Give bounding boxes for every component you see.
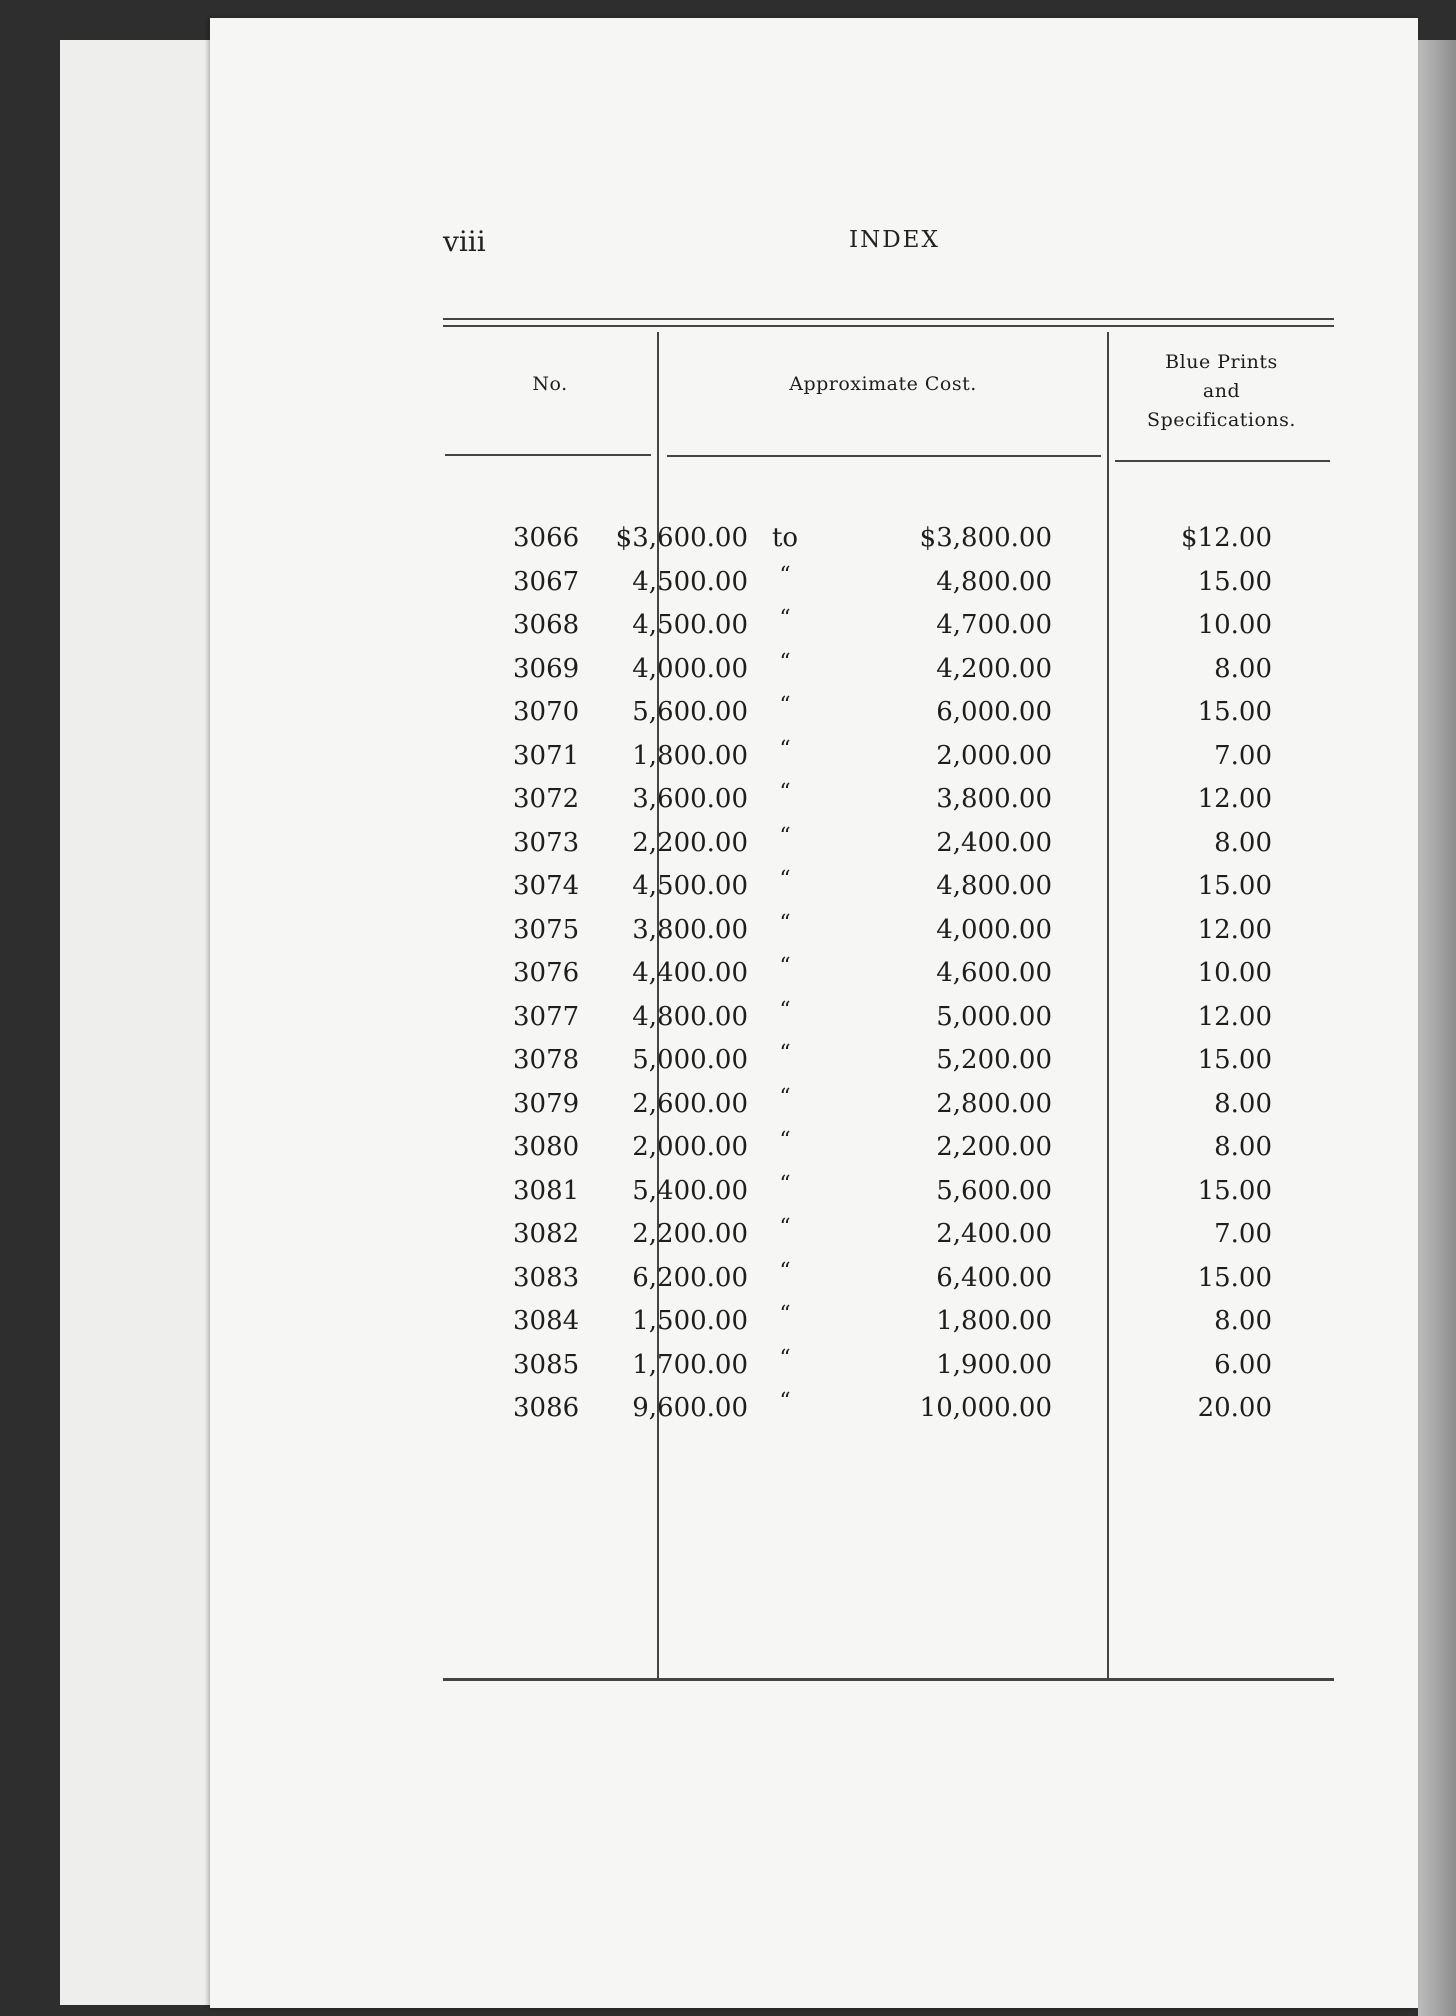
plan-number: 3071	[513, 740, 580, 771]
plan-number: 3080	[513, 1132, 580, 1162]
blue-prints-price: 12.00	[1197, 784, 1272, 814]
cost-to: 6,400.00	[936, 1262, 1052, 1293]
blue-prints-price: 8.00	[1214, 1088, 1272, 1119]
cost-from: 4,500.00	[632, 566, 748, 597]
table-row	[443, 736, 1334, 785]
cost-separator: “	[779, 1171, 791, 1197]
cost-to: 1,900.00	[936, 1349, 1052, 1380]
cost-from: 5,000.00	[632, 1045, 748, 1075]
table-row	[443, 1345, 1334, 1394]
table-row	[443, 693, 1334, 741]
plan-number: 3073	[513, 827, 580, 858]
cost-from: 4,000.00	[632, 653, 748, 684]
cost-from: 3,800.00	[632, 914, 748, 945]
cost-separator: “	[779, 1302, 791, 1327]
cost-separator: “	[779, 867, 791, 892]
header-line: Specifications.	[1147, 409, 1296, 431]
blue-prints-price: 12.00	[1197, 1001, 1272, 1032]
header-rule	[1115, 460, 1330, 462]
cost-separator: “	[779, 910, 791, 936]
cost-separator: “	[779, 997, 791, 1023]
table-row	[443, 1215, 1334, 1263]
cost-separator: “	[779, 1084, 791, 1110]
table-row	[443, 523, 1334, 567]
cost-to: 4,200.00	[936, 653, 1052, 684]
cost-from: $3,600.00	[615, 523, 748, 553]
column-header-no: No.	[532, 373, 568, 395]
table-row	[443, 1389, 1334, 1437]
blue-prints-price: 8.00	[1214, 653, 1272, 684]
plan-number: 3083	[513, 1262, 580, 1293]
table-row	[443, 780, 1334, 828]
blue-prints-price: 20.00	[1197, 1393, 1272, 1423]
plan-number: 3085	[513, 1349, 580, 1380]
page-edge-shadow	[1418, 40, 1456, 2016]
header-rule	[445, 454, 651, 456]
cost-to: 2,200.00	[936, 1132, 1052, 1162]
blue-prints-price: $12.00	[1181, 523, 1272, 553]
cost-to: 2,800.00	[936, 1088, 1052, 1119]
plan-number: 3069	[513, 653, 580, 684]
cost-to: 4,000.00	[936, 914, 1052, 945]
cost-to: 1,800.00	[936, 1306, 1052, 1336]
table-row	[443, 954, 1334, 1002]
index-table	[443, 318, 1334, 1684]
cost-to: 10,000.00	[919, 1393, 1052, 1423]
cost-from: 5,600.00	[632, 697, 748, 727]
table-top-rule	[443, 318, 1334, 320]
table-row	[443, 649, 1334, 698]
cost-from: 4,500.00	[632, 871, 748, 901]
plan-number: 3068	[513, 610, 580, 640]
header-rule	[667, 455, 1101, 457]
table-top-rule-double	[443, 325, 1334, 327]
plan-number: 3076	[513, 958, 580, 988]
blue-prints-price: 15.00	[1197, 871, 1272, 901]
header-line: and	[1202, 380, 1241, 402]
table-row	[443, 867, 1334, 915]
running-head	[443, 225, 943, 259]
plan-number: 3082	[513, 1219, 580, 1249]
plan-number: 3084	[513, 1306, 580, 1336]
table-bottom-rule	[443, 1678, 1334, 1681]
table-row	[443, 562, 1334, 611]
table-body	[443, 523, 1334, 1437]
cost-to: 3,800.00	[936, 784, 1052, 814]
blue-prints-price: 15.00	[1197, 1175, 1272, 1206]
cost-separator: “	[779, 780, 791, 805]
page-number: viii	[443, 225, 486, 258]
cost-to: 2,400.00	[936, 827, 1052, 858]
plan-number: 3086	[513, 1393, 580, 1423]
column-header-cost: Approximate Cost.	[789, 373, 977, 395]
cost-from: 6,200.00	[632, 1262, 748, 1293]
cost-to: 4,700.00	[936, 610, 1052, 640]
table-row	[443, 823, 1334, 872]
plan-number: 3067	[513, 566, 580, 597]
cost-from: 2,200.00	[632, 1219, 748, 1249]
cost-separator: “	[779, 1215, 791, 1240]
cost-to: 4,600.00	[936, 958, 1052, 988]
cost-to: 2,400.00	[936, 1219, 1052, 1249]
blue-prints-price: 10.00	[1197, 958, 1272, 988]
cost-to: 2,000.00	[936, 740, 1052, 771]
cost-separator: “	[779, 736, 791, 762]
table-row	[443, 1084, 1334, 1133]
cost-from: 3,600.00	[632, 784, 748, 814]
blue-prints-price: 6.00	[1214, 1349, 1272, 1380]
table-row	[443, 1258, 1334, 1307]
cost-from: 5,400.00	[632, 1175, 748, 1206]
cost-separator: “	[779, 1128, 791, 1153]
plan-number: 3074	[513, 871, 580, 901]
blue-prints-price: 8.00	[1214, 827, 1272, 858]
cost-from: 9,600.00	[632, 1393, 748, 1423]
cost-from: 2,600.00	[632, 1088, 748, 1119]
cost-to: 5,200.00	[936, 1045, 1052, 1075]
plan-number: 3077	[513, 1001, 580, 1032]
cost-separator: “	[779, 954, 791, 979]
cost-separator: to	[771, 523, 799, 553]
blue-prints-price: 7.00	[1214, 740, 1272, 771]
cost-from: 4,800.00	[632, 1001, 748, 1032]
table-row	[443, 1041, 1334, 1089]
cost-from: 1,800.00	[632, 740, 748, 771]
table-row	[443, 910, 1334, 959]
plan-number: 3081	[513, 1175, 580, 1206]
plan-number: 3072	[513, 784, 580, 814]
blue-prints-price: 15.00	[1197, 1262, 1272, 1293]
cost-separator: “	[779, 823, 791, 849]
header-line: Blue Prints	[1165, 351, 1278, 373]
plan-number: 3078	[513, 1045, 580, 1075]
cost-separator: “	[779, 1041, 791, 1066]
blue-prints-price: 15.00	[1197, 566, 1272, 597]
cost-from: 2,200.00	[632, 827, 748, 858]
page-title: INDEX	[849, 227, 940, 253]
blue-prints-price: 12.00	[1197, 914, 1272, 945]
blue-prints-price: 10.00	[1197, 610, 1272, 640]
cost-from: 1,500.00	[632, 1306, 748, 1336]
cost-separator: “	[779, 562, 791, 588]
table-row	[443, 1302, 1334, 1350]
cost-from: 1,700.00	[632, 1349, 748, 1380]
blue-prints-price: 8.00	[1214, 1132, 1272, 1162]
plan-number: 3070	[513, 697, 580, 727]
blue-prints-price: 15.00	[1197, 697, 1272, 727]
cost-separator: “	[779, 1345, 791, 1371]
cost-to: 5,000.00	[936, 1001, 1052, 1032]
cost-to: 4,800.00	[936, 871, 1052, 901]
cost-separator: “	[779, 649, 791, 675]
cost-from: 4,400.00	[632, 958, 748, 988]
blue-prints-price: 8.00	[1214, 1306, 1272, 1336]
table-row	[443, 1171, 1334, 1220]
cost-from: 4,500.00	[632, 610, 748, 640]
plan-number: 3066	[513, 523, 580, 553]
cost-to: $3,800.00	[919, 523, 1052, 553]
cost-to: 4,800.00	[936, 566, 1052, 597]
cost-separator: “	[779, 606, 791, 631]
table-row	[443, 606, 1334, 654]
cost-separator: “	[779, 1389, 791, 1414]
column-header-blue-prints	[1109, 348, 1334, 435]
table-row	[443, 1128, 1334, 1176]
cost-separator: “	[779, 1258, 791, 1284]
blue-prints-price: 15.00	[1197, 1045, 1272, 1075]
table-row	[443, 997, 1334, 1046]
plan-number: 3075	[513, 914, 580, 945]
plan-number: 3079	[513, 1088, 580, 1119]
cost-to: 5,600.00	[936, 1175, 1052, 1206]
cost-from: 2,000.00	[632, 1132, 748, 1162]
blue-prints-price: 7.00	[1214, 1219, 1272, 1249]
cost-separator: “	[779, 693, 791, 718]
cost-to: 6,000.00	[936, 697, 1052, 727]
